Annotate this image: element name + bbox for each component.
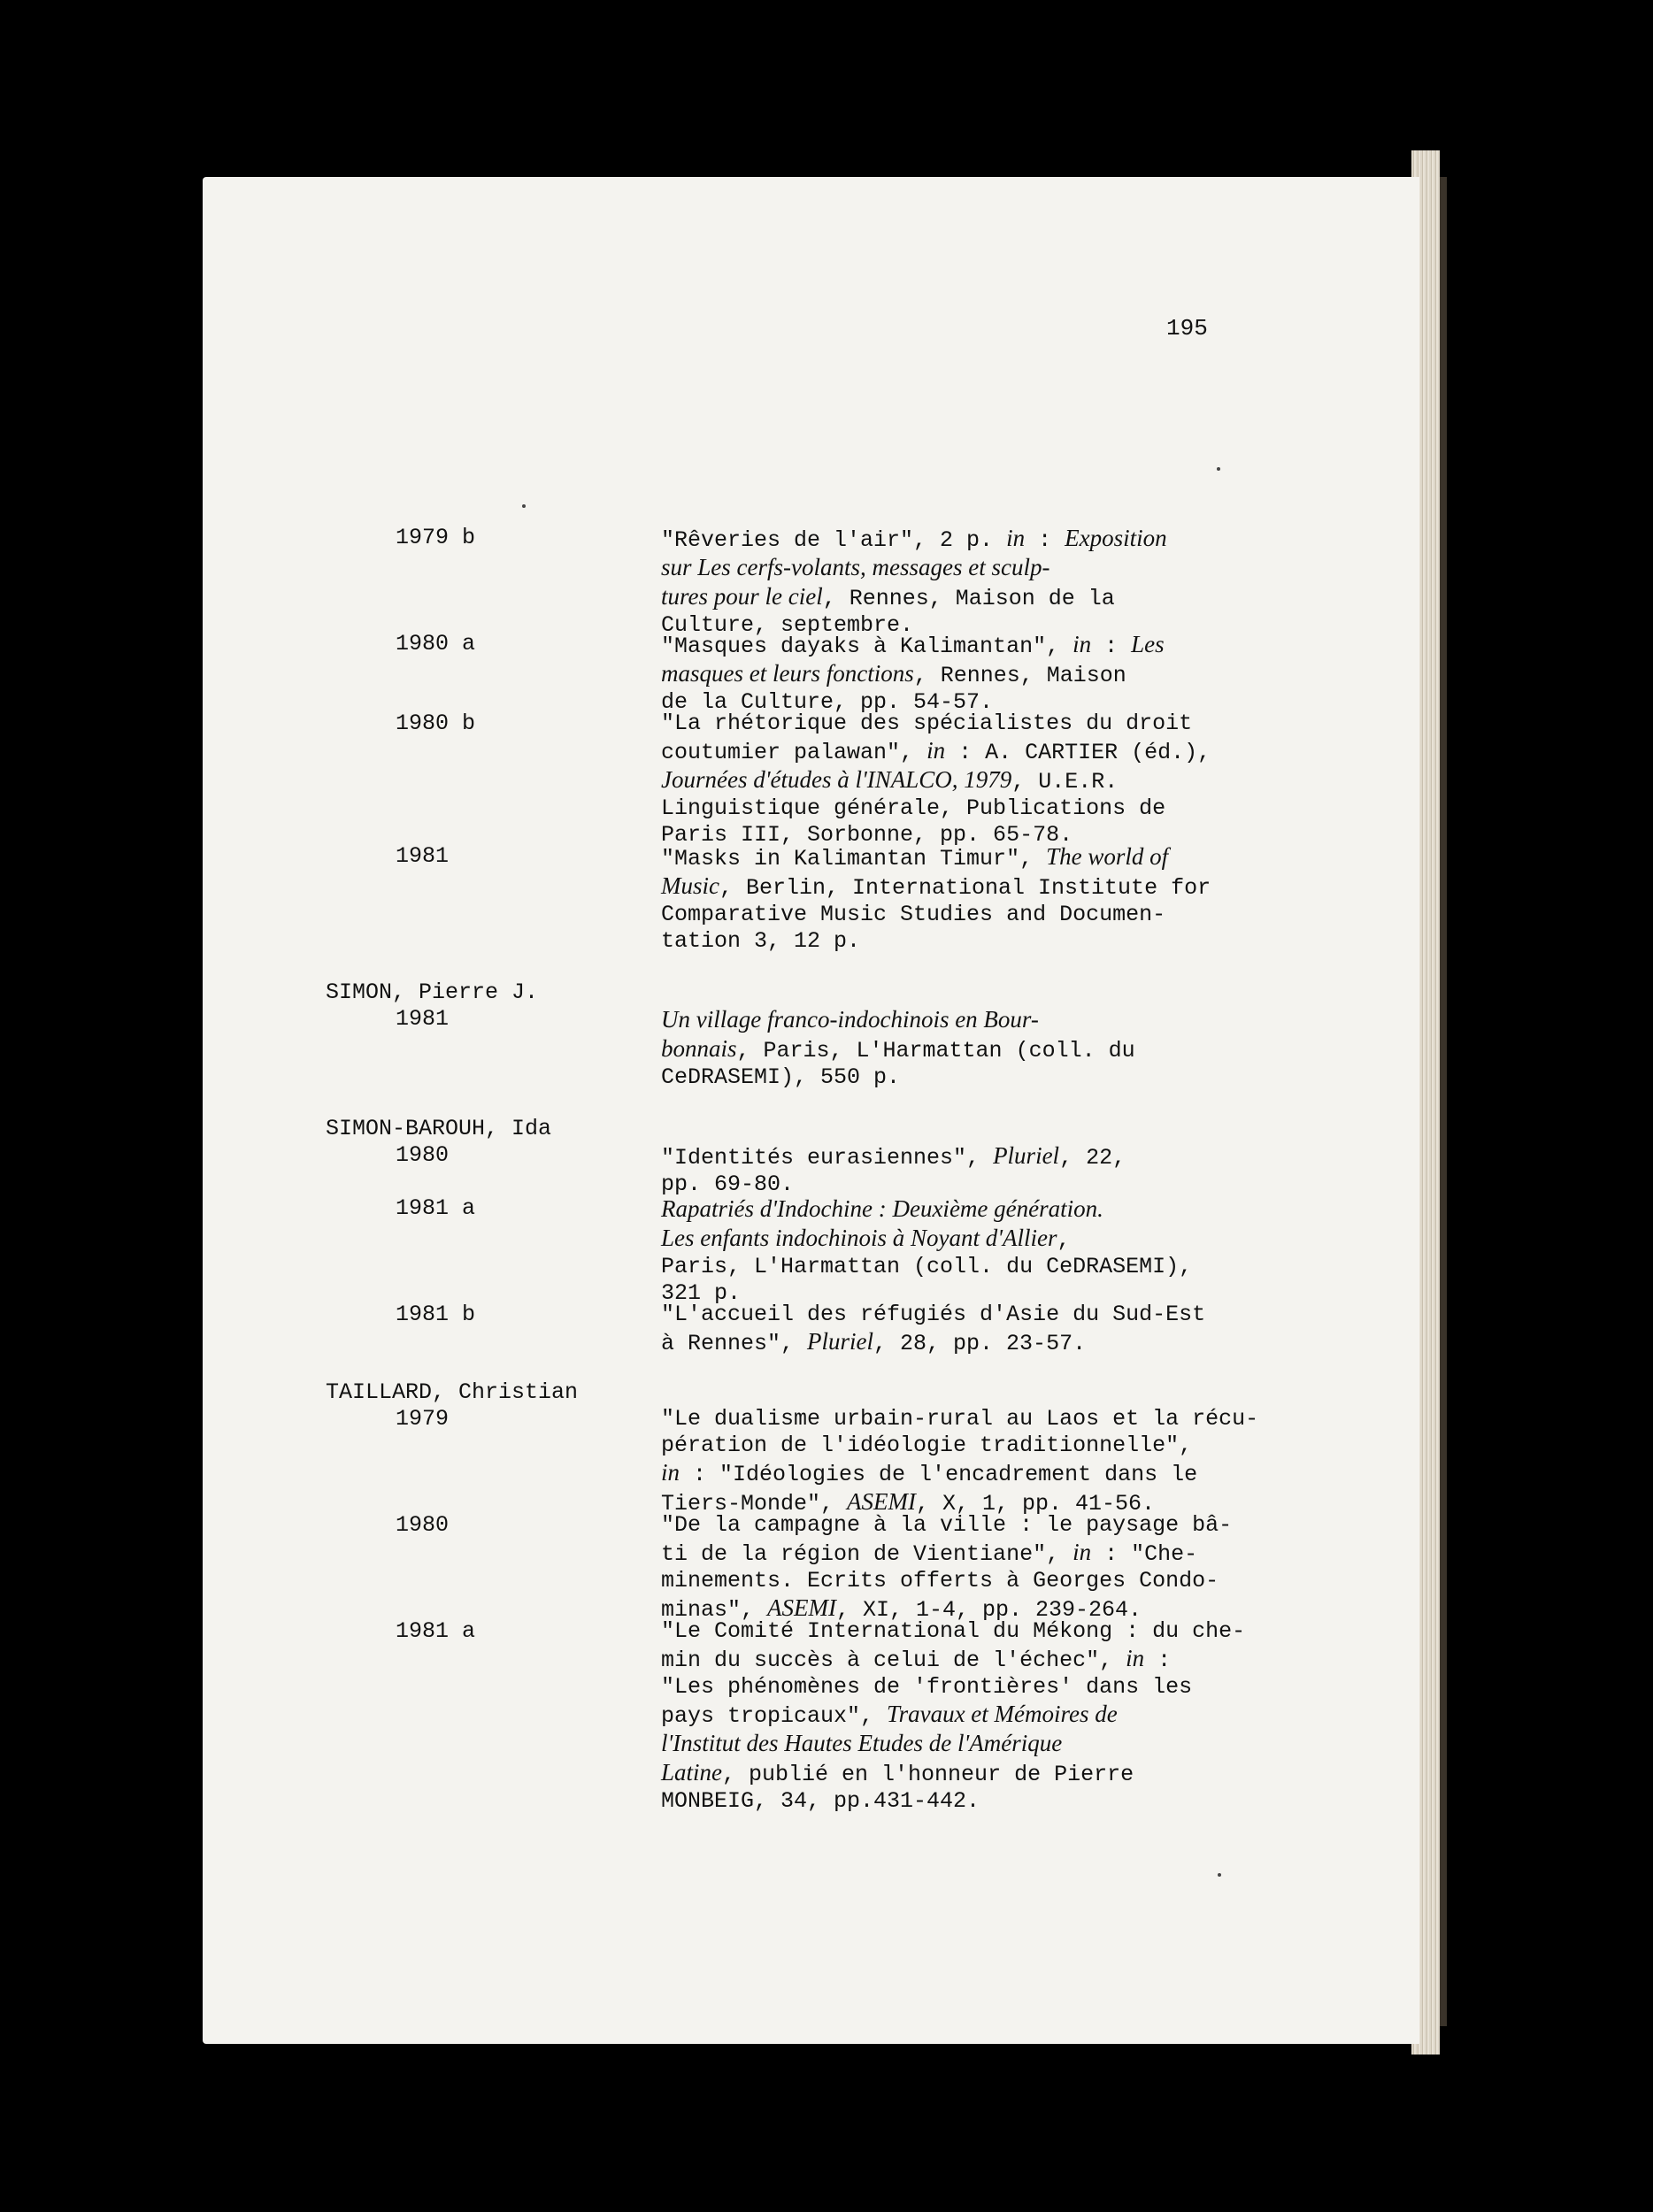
entry-text: "Le dualisme urbain-rural au Laos et la récu- pération de l'idéologie traditionnelle", in : "Idéologies de l'encadrement dans le Tiers-Monde", ASEMI, X, 1, pp. 41-56. <box>661 1406 1259 1517</box>
entry-year: 1981 b <box>396 1302 476 1327</box>
entry-year: 1979 b <box>396 525 476 550</box>
author-name: SIMON, Pierre J. <box>326 979 539 1005</box>
entry-year: 1981 a <box>396 1618 476 1644</box>
page-number: 195 <box>1166 315 1208 342</box>
author-name: TAILLARD, Christian <box>326 1379 579 1405</box>
entry-year: 1979 <box>396 1406 450 1432</box>
speck <box>522 504 526 508</box>
speck <box>1217 467 1220 471</box>
entry-year: 1980 <box>396 1512 450 1538</box>
speck <box>1218 1873 1221 1877</box>
entry-text: Un village franco-indochinois en Bour- bonnais, Paris, L'Harmattan (coll. du CeDRASEMI), 550 p. <box>661 1006 1135 1090</box>
entry-year: 1981 <box>396 843 450 869</box>
entry-text: "Rêveries de l'air", 2 p. in : Exposition sur Les cerfs-volants, messages et sculp- tures pour le ciel, Rennes, Maison de la Culture, septembre. <box>661 525 1167 638</box>
entry-text: "Identités eurasiennes", Pluriel, 22, pp. 69-80. <box>661 1142 1126 1197</box>
entry-text: "De la campagne à la ville : le paysage bâ- ti de la région de Vientiane", in : "Che- minements. Ecrits offerts à Georges Condo- minas", ASEMI, XI, 1-4, pp. 239-264. <box>661 1512 1233 1623</box>
entry-text: "L'accueil des réfugiés d'Asie du Sud-Est à Rennes", Pluriel, 28, pp. 23-57. <box>661 1302 1206 1356</box>
entry-text: "Masques dayaks à Kalimantan", in : Les masques et leurs fonctions, Rennes, Maison de la Culture, pp. 54-57. <box>661 631 1165 715</box>
entry-text: Rapatriés d'Indochine : Deuxième génération. Les enfants indochinois à Noyant d'Allier, Paris, L'Harmattan (coll. du CeDRASEMI), 321 p. <box>661 1195 1193 1306</box>
entry-year: 1981 a <box>396 1195 476 1221</box>
entry-year: 1981 <box>396 1006 450 1032</box>
entry-year: 1980 <box>396 1142 450 1168</box>
entry-text: "La rhétorique des spécialistes du droit coutumier palawan", in : A. CARTIER (éd.), Journées d'études à l'INALCO, 1979, U.E.R. Linguistique générale, Publications de Paris III, Sorbonne, pp. 65-78. <box>661 710 1211 848</box>
entry-year: 1980 a <box>396 631 476 657</box>
entry-text: "Masks in Kalimantan Timur", The world of Music, Berlin, International Institute for Comparative Music Studies and Documen- tation 3, 12 p. <box>661 843 1211 954</box>
entry-text: "Le Comité International du Mékong : du che- min du succès à celui de l'échec", in : "Les phénomènes de 'frontières' dans les pays tropicaux", Travaux et Mémoires de l'Institut des Hautes Etudes de l'Amérique Latine, publié en l'honneur de Pierre MONBEIG, 34, pp.431-442. <box>661 1618 1246 1814</box>
author-name: SIMON-BAROUH, Ida <box>326 1116 552 1141</box>
entry-year: 1980 b <box>396 710 476 736</box>
